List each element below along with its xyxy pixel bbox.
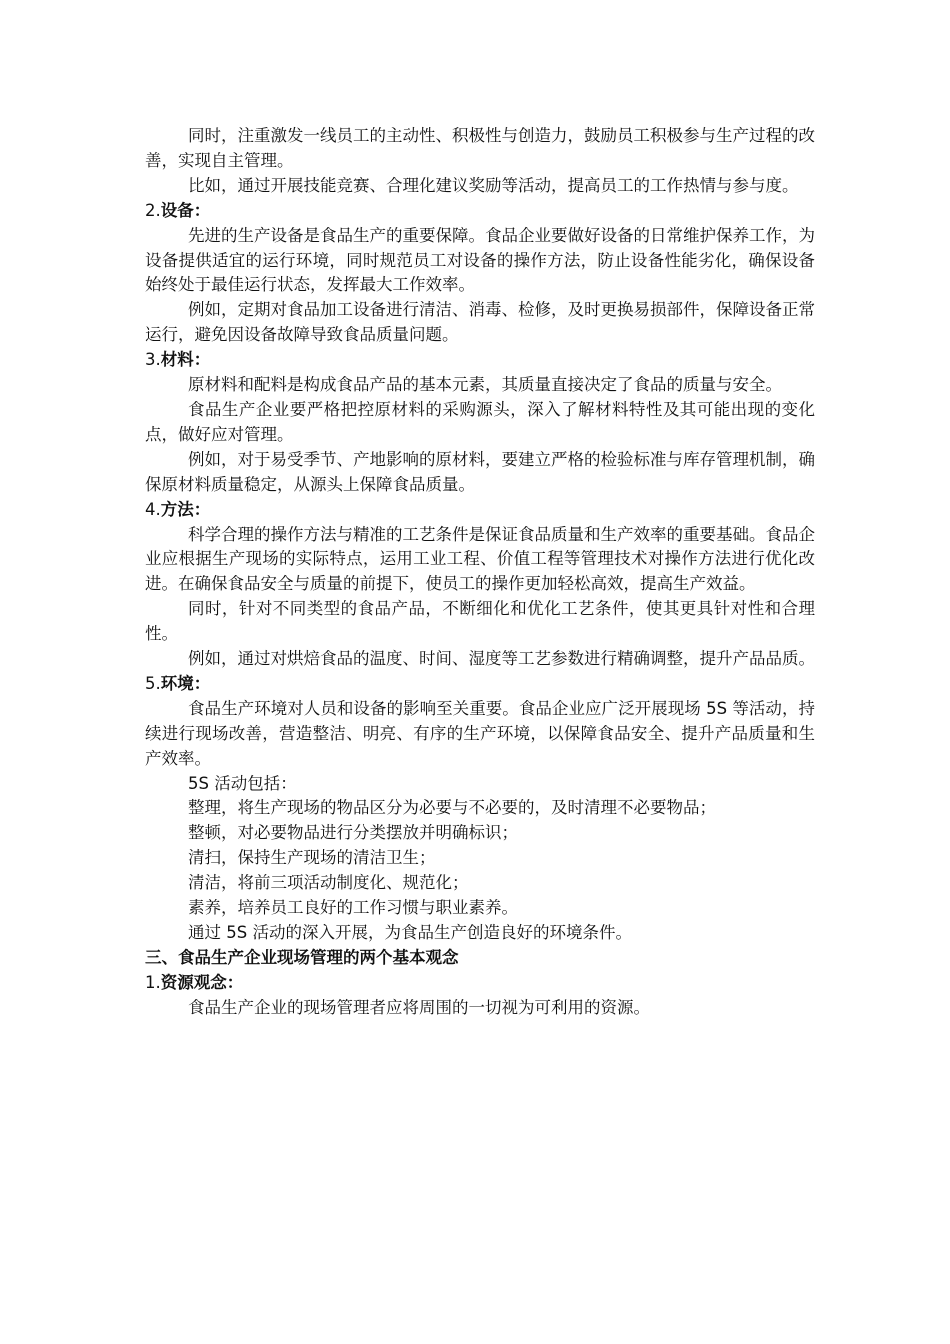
section-title: 三、食品生产企业现场管理的两个基本观念 — [145, 947, 459, 967]
paragraph: 例如，对于易受季节、产地影响的原材料，要建立严格的检验标准与库存管理机制，确保原材料质量稳定，从源头上保障食品质量。 — [145, 449, 815, 494]
paragraph: 例如，通过对烘焙食品的温度、时间、湿度等工艺参数进行精确调整，提升产品品质。 — [188, 649, 815, 669]
paragraph: 5S 活动包括： — [188, 773, 297, 793]
chapter-heading — [145, 946, 815, 971]
section-heading — [145, 672, 815, 697]
section-heading — [145, 348, 815, 373]
section-title: 资源观念： — [160, 972, 244, 992]
paragraph: 通过 5S 活动的深入开展，为食品生产创造良好的环境条件。 — [188, 923, 632, 942]
section-heading — [145, 498, 815, 523]
paragraph: 先进的生产设备是食品生产的重要保障。食品企业要做好设备的日常维护保养工作，为设备提供适宜的运行环境，同时规范员工对设备的操作方法，防止设备性能劣化，确保设备始终处于最佳运行状态，发挥最大工作效率。 — [145, 225, 815, 295]
section-title: 材料： — [160, 350, 211, 370]
list-item: 清洁，将前三项活动制度化、规范化； — [188, 873, 469, 893]
paragraph: 同时，注重激发一线员工的主动性、积极性与创造力，鼓励员工积极参与生产过程的改善，实现自主管理。 — [145, 126, 815, 170]
section-number: 3. — [145, 350, 161, 370]
list-item: 清扫，保持生产现场的清洁卫生； — [188, 848, 436, 868]
list-item: 整顿，对必要物品进行分类摆放并明确标识； — [188, 823, 518, 843]
paragraph: 食品生产企业要严格把控原材料的采购源头，深入了解材料特性及其可能出现的变化点，做好应对管理。 — [145, 399, 815, 444]
section-title: 设备： — [160, 200, 211, 220]
section-number: 4. — [145, 499, 161, 519]
paragraph: 同时，针对不同类型的食品产品，不断细化和优化工艺条件，使其更具针对性和合理性。 — [145, 599, 815, 644]
section-number: 1. — [145, 972, 161, 992]
paragraph: 比如，通过开展技能竞赛、合理化建议奖励等活动，提高员工的工作热情与参与度。 — [188, 175, 799, 195]
paragraph: 食品生产企业的现场管理者应将周围的一切视为可利用的资源。 — [188, 997, 650, 1017]
paragraph: 食品生产环境对人员和设备的影响至关重要。食品企业应广泛开展现场 5S 等活动，持续进行现场改善，营造整洁、明亮、有序的生产环境，以保障食品安全、提升产品质量和生产效率。 — [145, 698, 815, 768]
paragraph: 例如，定期对食品加工设备进行清洁、消毒、检修，及时更换易损部件，保障设备正常运行，避免因设备故障导致食品质量问题。 — [145, 300, 815, 345]
section-title: 方法： — [160, 499, 211, 519]
document-page — [145, 124, 815, 1021]
list-item: 整理，将生产现场的物品区分为必要与不必要的，及时清理不必要物品； — [188, 798, 716, 818]
section-heading — [145, 971, 815, 996]
section-title: 环境： — [160, 673, 211, 693]
paragraph: 科学合理的操作方法与精准的工艺条件是保证食品质量和生产效率的重要基础。食品企业应根据生产现场的实际特点，运用工业工程、价值工程等管理技术对操作方法进行优化改进。在确保食品安全与质量的前提下，使员工的操作更加轻松高效，提高生产效益。 — [145, 524, 815, 594]
section-number: 2. — [145, 200, 161, 220]
list-item: 素养，培养员工良好的工作习惯与职业素养。 — [188, 898, 518, 918]
section-number: 5. — [145, 673, 161, 693]
section-heading — [145, 199, 815, 224]
paragraph: 原材料和配料是构成食品产品的基本元素，其质量直接决定了食品的质量与安全。 — [188, 375, 782, 395]
